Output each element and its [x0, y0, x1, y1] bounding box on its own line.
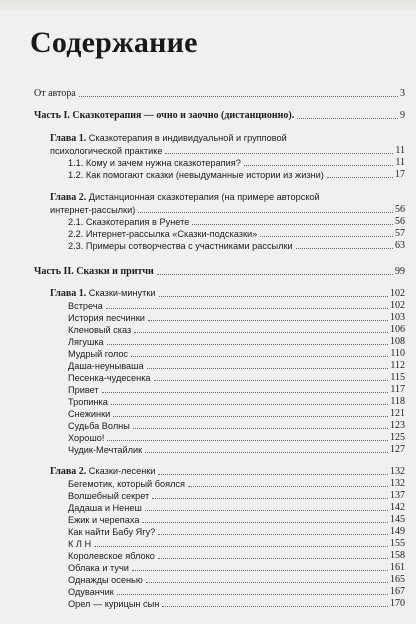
table-of-contents	[34, 88, 405, 610]
leader-dots	[154, 380, 389, 381]
leader-dots	[260, 236, 393, 237]
leader-dots	[148, 320, 388, 321]
toc-entry-page: 155	[390, 538, 405, 549]
toc-entry-story[interactable]	[34, 562, 405, 574]
toc-entry-page: 145	[390, 514, 405, 525]
toc-entry-page: 110	[390, 348, 405, 359]
toc-entry-page: 56	[395, 216, 405, 227]
toc-entry-title: Встреча	[68, 301, 103, 311]
chapter-label: Глава 1.	[50, 133, 87, 144]
toc-entry-author[interactable]	[34, 88, 405, 100]
leader-dots	[134, 332, 388, 333]
leader-dots	[142, 522, 388, 523]
toc-entry-page: 103	[390, 312, 405, 323]
toc-entry-page: 167	[390, 586, 405, 597]
leader-dots	[158, 558, 388, 559]
leader-dots	[297, 118, 398, 119]
toc-entry-title: 2.1. Сказкотерапия в Рунете	[68, 217, 190, 227]
toc-entry-part2-chapter-1[interactable]	[34, 288, 405, 300]
leader-dots	[162, 606, 388, 607]
chapter-label: Глава 1.	[50, 288, 87, 299]
toc-entry-page: 56	[395, 204, 405, 215]
toc-entry-page: 102	[390, 300, 405, 311]
leader-dots	[192, 224, 393, 225]
leader-dots	[107, 440, 388, 441]
toc-entry-title: Однажды осенью	[68, 575, 143, 585]
toc-entry-story[interactable]	[34, 324, 405, 336]
toc-entry-title: К Л Н	[68, 539, 92, 549]
toc-entry-story[interactable]	[34, 384, 405, 396]
toc-entry-part1-chapter-1[interactable]	[34, 132, 405, 157]
toc-entry-story[interactable]	[34, 574, 405, 586]
toc-entry-story[interactable]	[34, 598, 405, 610]
toc-entry-page: 11	[395, 145, 405, 156]
leader-dots	[145, 510, 388, 511]
toc-entry-story[interactable]	[34, 420, 405, 432]
toc-entry-section-2-2[interactable]	[34, 228, 405, 240]
toc-entry-page: 57	[395, 228, 405, 239]
toc-entry-page: 121	[390, 408, 405, 419]
toc-entry-page: 127	[390, 444, 405, 455]
toc-entry-story[interactable]	[34, 408, 405, 420]
toc-entry-page: 106	[390, 324, 405, 335]
toc-entry-story[interactable]	[34, 444, 405, 456]
toc-entry-title: Лягушка	[68, 337, 104, 347]
toc-entry-title: Снежинки	[68, 409, 111, 419]
toc-entry-page: 158	[390, 550, 405, 561]
leader-dots	[102, 392, 389, 393]
leader-dots	[145, 452, 388, 453]
leader-dots	[188, 486, 388, 487]
toc-entry-title-cont: интернет-рассылки)	[50, 205, 136, 215]
toc-entry-page: 165	[390, 574, 405, 585]
toc-entry-title: Часть I. Сказкотерапия — очно и заочно (дистанционно).	[34, 110, 295, 121]
toc-entry-page: 17	[395, 169, 405, 180]
toc-entry-page: 9	[400, 110, 405, 121]
page-top-edge	[0, 0, 416, 12]
toc-entry-title: Бегемотик, который боялся	[68, 479, 186, 489]
leader-dots	[131, 356, 388, 357]
toc-entry-page: 112	[390, 360, 405, 371]
toc-entry-story[interactable]	[34, 396, 405, 408]
leader-dots	[132, 570, 388, 571]
toc-entry-page: 117	[390, 384, 405, 395]
leader-dots	[111, 404, 389, 405]
toc-entry-title: Орел — курицын сын	[68, 599, 160, 609]
toc-entry-title: Тропинка	[68, 397, 108, 407]
toc-entry-section-2-1[interactable]	[34, 216, 405, 228]
toc-entry-title: Чудик-Мечтайлик	[68, 445, 143, 455]
toc-entry-story[interactable]	[34, 586, 405, 598]
toc-entry-page: 63	[395, 240, 405, 251]
toc-entry-title: Сказки-лесенки	[88, 466, 156, 476]
toc-entry-page: 123	[390, 420, 405, 431]
toc-entry-page: 102	[390, 288, 405, 299]
toc-entry-page: 99	[395, 266, 405, 277]
toc-entry-story[interactable]	[34, 478, 405, 490]
leader-dots	[158, 474, 388, 475]
toc-entry-page: 142	[390, 502, 405, 513]
toc-entry-page: 132	[390, 466, 405, 477]
toc-entry-line	[50, 132, 405, 145]
toc-entry-page: 132	[390, 478, 405, 489]
toc-entry-title: Волшебный секрет	[68, 491, 150, 501]
leader-dots	[157, 274, 393, 275]
toc-entry-page: 125	[390, 432, 405, 443]
toc-entry-section-1-2[interactable]	[34, 169, 405, 181]
toc-entry-page: 11	[395, 157, 405, 168]
toc-entry-title: Даша-неунываша	[68, 361, 144, 371]
leader-dots	[165, 153, 393, 154]
toc-entry-story[interactable]	[34, 372, 405, 384]
toc-entry-title: 1.1. Кому и зачем нужна сказкотерапия?	[68, 158, 241, 168]
toc-entry-section-2-3[interactable]	[34, 240, 405, 252]
leader-dots	[146, 582, 388, 583]
leader-dots	[158, 534, 388, 535]
toc-entry-title: Сказкотерапия в индивидуальной и групповой	[88, 133, 287, 143]
toc-entry-page: 137	[390, 490, 405, 501]
toc-entry-story[interactable]	[34, 502, 405, 514]
toc-entry-title: Песенка-чудесенка	[68, 373, 151, 383]
leader-dots	[244, 165, 394, 166]
toc-entry-title: Привет	[68, 385, 99, 395]
toc-entry-story[interactable]	[34, 526, 405, 538]
leader-dots	[94, 546, 388, 547]
toc-entry-story[interactable]	[34, 360, 405, 372]
toc-entry-part1-chapter-2[interactable]	[34, 191, 405, 216]
toc-entry-title: История песчинки	[68, 313, 145, 323]
toc-entry-story[interactable]	[34, 312, 405, 324]
toc-entry-story[interactable]	[34, 300, 405, 312]
toc-entry-page: 3	[400, 88, 405, 99]
leader-dots	[106, 308, 388, 309]
toc-entry-part-1[interactable]	[34, 110, 405, 122]
leader-dots	[117, 594, 388, 595]
page-title: Содержание	[30, 26, 198, 59]
toc-entry-title-cont: психологической практике	[50, 146, 163, 156]
toc-entry-page: 108	[390, 336, 405, 347]
toc-entry-title: Судьба Волны	[68, 421, 130, 431]
toc-entry-page: 115	[390, 372, 405, 383]
toc-entry-part-2[interactable]	[34, 266, 405, 278]
leader-dots	[107, 344, 388, 345]
leader-dots	[327, 177, 393, 178]
toc-entry-story[interactable]	[34, 432, 405, 444]
toc-entry-title: Часть II. Сказки и притчи	[34, 266, 154, 277]
toc-entry-title: 2.2. Интернет-рассылка «Сказки-подсказки»	[68, 229, 258, 239]
toc-entry-line	[50, 191, 405, 204]
toc-entry-title: Облака и тучи	[68, 563, 129, 573]
toc-entry-story[interactable]	[34, 514, 405, 526]
chapter-label: Глава 2.	[50, 466, 87, 477]
leader-dots	[133, 428, 388, 429]
toc-entry-title: Королевское яблоко	[68, 551, 155, 561]
toc-entry-title: Кленовый сказ	[68, 325, 132, 335]
toc-entry-title: Одуванчик	[68, 587, 114, 597]
leader-dots	[152, 498, 388, 499]
toc-entry-story[interactable]	[34, 538, 405, 550]
toc-entry-part2-chapter-2[interactable]	[34, 466, 405, 478]
leader-dots	[138, 212, 393, 213]
chapter-label: Глава 2.	[50, 192, 87, 203]
toc-entry-story[interactable]	[34, 348, 405, 360]
leader-dots	[159, 296, 388, 297]
toc-entry-title: Ежик и черепаха	[68, 515, 140, 525]
toc-entry-title: Дистанционная сказкотерапия (на примере авторской	[88, 192, 320, 202]
leader-dots	[79, 96, 398, 97]
toc-entry-title: Дадаша и Ненеш	[68, 503, 142, 513]
toc-entry-page: 170	[390, 598, 405, 609]
leader-dots	[147, 368, 389, 369]
toc-entry-title: От автора	[34, 88, 76, 99]
toc-entry-title: Мудрый голос	[68, 349, 129, 359]
toc-entry-page: 161	[390, 562, 405, 573]
toc-entry-section-1-1[interactable]	[34, 157, 405, 169]
leader-dots	[296, 248, 393, 249]
leader-dots	[113, 416, 388, 417]
toc-entry-title: 2.3. Примеры сотворчества с участниками рассылки	[68, 241, 293, 251]
toc-entry-page: 118	[390, 396, 405, 407]
toc-entry-title: Сказки-минутки	[88, 288, 156, 298]
toc-entry-story[interactable]	[34, 550, 405, 562]
toc-entry-page: 149	[390, 526, 405, 537]
toc-entry-story[interactable]	[34, 336, 405, 348]
toc-entry-title: Хорошо!	[68, 433, 105, 443]
toc-entry-title: 1.2. Как помогают сказки (невыдуманные истории из жизни)	[68, 170, 324, 180]
toc-entry-story[interactable]	[34, 490, 405, 502]
toc-entry-title: Как найти Бабу Ягу?	[68, 527, 156, 537]
